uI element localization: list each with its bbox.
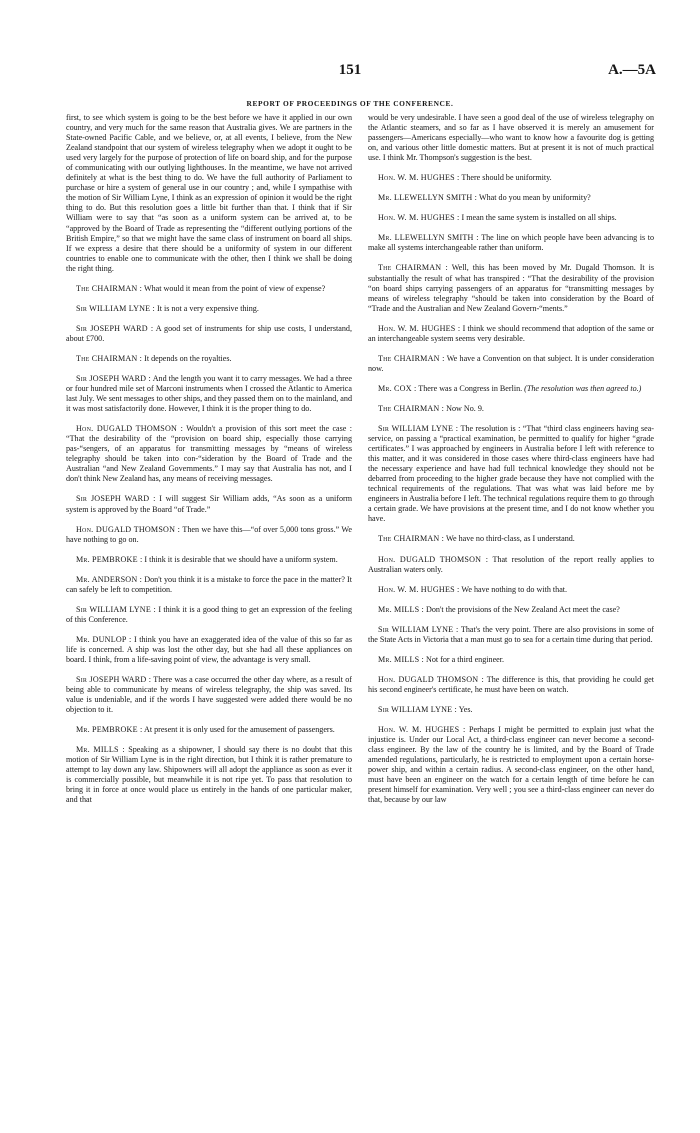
speech-text: It is not a very expensive thing. (157, 303, 259, 313)
paragraph (368, 173, 654, 183)
speech-text: Speaking as a shipowner, I should say there is no doubt that this motion of Sir William Lyne is in the right direction, but I think it is rather premature to attempt to lay down any law. Shipowners will all adopt the appliance as soon as ever it is commercially possible, but meanwhile it is not ripe yet. To pass that resolution to bring it in force at once would place us entirely in the hands of one particular maker, and that (66, 745, 353, 805)
speech-text: Well, this has been moved by Mr. Dugald Thomson. It is substantially the result of what has transpired : “That the desirability of the provision “on board ships carrying passengers of an apparatus for “transmitting messages by means of wireless telegraphy “should be taken into consideration by the Board of “Trade and the Australian and New Zealand Govern-“ments.” (368, 263, 654, 313)
speech-text: Don't you think it is a mistake to force the pace in the matter? It can safely be left to competition. (66, 574, 352, 594)
speaker-name: The CHAIRMAN : (76, 283, 143, 293)
left-column (66, 113, 352, 816)
speech-text: What do you mean by uniformity? (479, 193, 591, 203)
running-title: REPORT OF PROCEEDINGS OF THE CONFERENCE. (246, 99, 454, 108)
speech-text: There was a Congress in Berlin. (418, 383, 523, 393)
speech-text: There should be uniformity. (461, 173, 552, 183)
paragraph (66, 745, 352, 805)
speech-text: I think it is a good thing to get an expression of the feeling of this Conference. (66, 604, 352, 624)
paragraph (66, 113, 352, 274)
speaker-name: The CHAIRMAN : (378, 353, 445, 363)
speaker-name: Hon. DUGALD THOMSON : (378, 554, 489, 564)
speaker-name: The CHAIRMAN : (378, 263, 448, 273)
paragraph (368, 233, 654, 253)
speaker-name: Sir WILLIAM LYNE : (76, 303, 156, 313)
speaker-name: Mr. ANDERSON : (76, 574, 143, 584)
paragraph (368, 585, 654, 595)
paragraph (368, 675, 654, 695)
paragraph (66, 374, 352, 414)
speech-text: Not for a third engineer. (426, 654, 505, 664)
paragraph (368, 213, 654, 223)
paragraph (66, 525, 352, 545)
speech-text: And the length you want it to carry messages. We had a three or four hundred mile set of Marconi instruments when I crossed the Atlantic to America last July. We sent messages to other ships, and they passed them on to the mainland, and it was most satisfactorily done. However, I think it is the proper thing to do. (66, 373, 352, 414)
paragraph (66, 635, 352, 665)
paragraph (368, 555, 654, 575)
paragraph (368, 534, 654, 544)
speech-text: Then we have this—“of over 5,000 tons gross.” We have nothing to go on. (66, 524, 352, 544)
speech-text: Yes. (458, 704, 473, 714)
italic-note: (The resolution was then agreed to.) (524, 383, 642, 393)
paragraph (66, 494, 352, 514)
speaker-name: Sir WILLIAM LYNE : (378, 704, 458, 714)
paragraph (368, 263, 654, 313)
speech-text: That resolution of the report really applies to Australian waters only. (368, 554, 654, 574)
speaker-name: The CHAIRMAN : (378, 534, 445, 544)
speaker-name: Mr. LLEWELLYN SMITH : (378, 233, 479, 243)
speaker-name: Mr. DUNLOP : (76, 634, 132, 644)
speech-text: At present it is only used for the amusement of passengers. (143, 725, 335, 735)
paragraph (368, 424, 654, 524)
speech-text: Don't the provisions of the New Zealand Act meet the case? (426, 604, 620, 614)
speech-text: Wouldn't a provision of this sort meet the case : “That the desirability of the “provision on board ship, especially those carrying pas-“sengers, of an apparatus for transmitting messages by “means of wireless telegraphy should be taken into con-“sideration by the Board of Trade and the Australian “and New Zealand Governments.” I may say that Australia has not, and I don't think New Zealand has, any means of receiving messages. (66, 424, 352, 484)
page-number: 151 (338, 62, 362, 78)
speaker-name: Hon. W. M. HUGHES : (378, 584, 460, 594)
speaker-name: Mr. COX : (378, 383, 417, 393)
speech-text: A good set of instruments for ship use costs, I understand, about £700. (66, 323, 352, 343)
paragraph (66, 284, 352, 294)
speaker-name: Hon. W. M. HUGHES : (378, 724, 466, 734)
paragraph (368, 404, 654, 414)
speaker-name: Hon. DUGALD THOMSON : (378, 674, 484, 684)
speech-text: The resolution is : “That “third class engineers having sea-service, on passing a “practical examination, be permitted to qualify for higher “grade certificates.” I was approached by engineers in Australia before I left with reference to this matter, and it was considered in those cases where third-class engineers have had the necessary experience and have had full technical knowledge they should not be debarred from proceeding to the higher grade because they have not complied with the technical requirements of the regulations. That was what was laid before me by engineers in Australia before I left. The technical regulations require them to go through a certain grade. We have provisions at the present time, and I do not know whether you have. (368, 423, 654, 524)
paragraph (368, 113, 654, 163)
paragraph (66, 424, 352, 484)
paragraph (66, 725, 352, 735)
speech-text: We have a Convention on that subject. It is under consideration now. (368, 353, 654, 373)
speaker-name: Sir JOSEPH WARD : (76, 323, 154, 333)
paragraph (66, 304, 352, 314)
speaker-name: Hon. W. M. HUGHES : (378, 323, 461, 333)
speaker-name: Sir JOSEPH WARD : (76, 373, 151, 383)
paragraph (368, 384, 654, 394)
speaker-name: Mr. PEMBROKE : (76, 554, 143, 564)
speech-text: That's the very point. There are also provisions in some of the State Acts in Victoria that a man must go to sea for a certain time during that period. (368, 624, 654, 644)
speech-text: would be very undesirable. I have seen a good deal of the use of wireless telegraphy on the Atlantic steamers, and so far as I have observed it is merely an amusement for passengers—Americans especially—who want to know how a favourite dog is getting on, and various other little domestic matters. But at present it is not of much practical use. I think Mr. Thompson's suggestion is the best. (368, 113, 654, 163)
speech-text: Now No. 9. (446, 403, 484, 413)
document-reference: A.—5A (608, 62, 656, 78)
speech-text: Perhaps I might be permitted to explain just what the injustice is. Under our Local Act, a third-class engineer can never become a second-class engineer. By the law of the country he is limited, and by the Board of Trade amended regulations, particularly, he is restricted to employment upon a certain horse-power ship, and within a certain radius. A second-class engineer, on the other hand, must have been an engineer on the watch for a certain length of time before he can present himself for examination. Very well ; you see a third-class engineer can never do that, because by our law (368, 724, 654, 805)
paragraph (368, 193, 654, 203)
speaker-name: Mr. MILLS : (378, 654, 424, 664)
speaker-name: The CHAIRMAN : (76, 353, 143, 363)
speaker-name: Mr. LLEWELLYN SMITH : (378, 193, 478, 203)
speaker-name: Hon. DUGALD THOMSON : (76, 524, 181, 534)
speech-text: first, to see which system is going to be the best before we have it applied in our own country, and very much for the same reason that Australia gives. We are partners in the State-owned Pacific Cable, and we believe, or, at all events, I believe, from the New Zealand standpoint that our system of wireless telegraphy when we adopt it ought to be used very largely for the purpose of protection of life on board ship, and for the purpose of communicating with our outlying lighthouses. In the meantime, we have not arrived definitely at what is the best thing to do. We have the full authority of Parliament to purchase or hire a system of general use in our country ; and, while I sympathise with the motion of Sir William Lyne, I think as an expression of opinion it would be the right thing to do. But this resolution goes a little bit further than that. I think that if Sir William were to say that “as soon as a uniform system can be arrived at, to be “approved by the Board of Trade as representing the “different outlying portions of the British Empire,” so that we might have the same class of instrument on board all ships. If we express a desire that there should be a uniformity of system in our different countries to enable one to communicate with the other, then I think we shall be doing the right thing. (66, 113, 352, 273)
speech-text: We have no third-class, as I understand. (446, 534, 575, 544)
speaker-name: Sir WILLIAM LYNE : (378, 624, 459, 634)
speaker-name: Hon. W. M. HUGHES : (378, 213, 460, 223)
paragraph (66, 555, 352, 565)
paragraph (66, 324, 352, 344)
speaker-name: Sir WILLIAM LYNE : (378, 423, 459, 433)
paragraph (368, 324, 654, 344)
speaker-name: Mr. MILLS : (76, 745, 125, 755)
speech-text: I think it is desirable that we should have a uniform system. (144, 554, 338, 564)
paragraph (66, 675, 352, 715)
speech-text: I think we should recommend that adoption of the same or an interchangeable system seems very desirable. (368, 323, 655, 343)
paragraph (368, 354, 654, 374)
speech-text: It depends on the royalties. (144, 353, 232, 363)
paragraph (368, 705, 654, 715)
speaker-name: Sir WILLIAM LYNE : (76, 604, 156, 614)
paragraph (66, 605, 352, 625)
paragraph (368, 725, 654, 805)
right-column (368, 113, 654, 815)
speaker-name: Sir JOSEPH WARD : (76, 675, 152, 685)
speech-text: I will suggest Sir William adds, “As soon as a uniform system is approved by the Board “of Trade.” (66, 494, 352, 514)
speech-text: I think you have an exaggerated idea of the value of this so far as life is concerned. A ship was lost the other day, but she had all these appliances on board. I think, from a life-saving point of view, the advantage is very small. (66, 634, 352, 664)
paragraph (368, 605, 654, 615)
speech-text: The line on which people have been advancing is to make all systems interchangeable rather than uniform. (368, 233, 654, 253)
speaker-name: Mr. PEMBROKE : (76, 725, 143, 735)
paragraph (66, 354, 352, 364)
paragraph (368, 655, 654, 665)
speaker-name: Hon. W. M. HUGHES : (378, 173, 460, 183)
paragraph (66, 575, 352, 595)
speech-text: The difference is this, that providing he could get his second engineer's certificate, he must have been on watch. (368, 674, 654, 694)
speech-text: We have nothing to do with that. (461, 584, 568, 594)
paragraph (368, 625, 654, 645)
speaker-name: Mr. MILLS : (378, 604, 424, 614)
speech-text: I mean the same system is installed on all ships. (461, 213, 617, 223)
speaker-name: Sir JOSEPH WARD : (76, 494, 156, 504)
speech-text: There was a case occurred the other day where, as a result of being able to communicate by means of wireless telegraphy, the ship was saved. Its value is undeniable, and if the words I have suggested were added there would be no objection to it. (66, 675, 352, 715)
speech-text: What would it mean from the point of view of expense? (144, 283, 326, 293)
speaker-name: The CHAIRMAN : (378, 403, 445, 413)
speaker-name: Hon. DUGALD THOMSON : (76, 424, 184, 434)
